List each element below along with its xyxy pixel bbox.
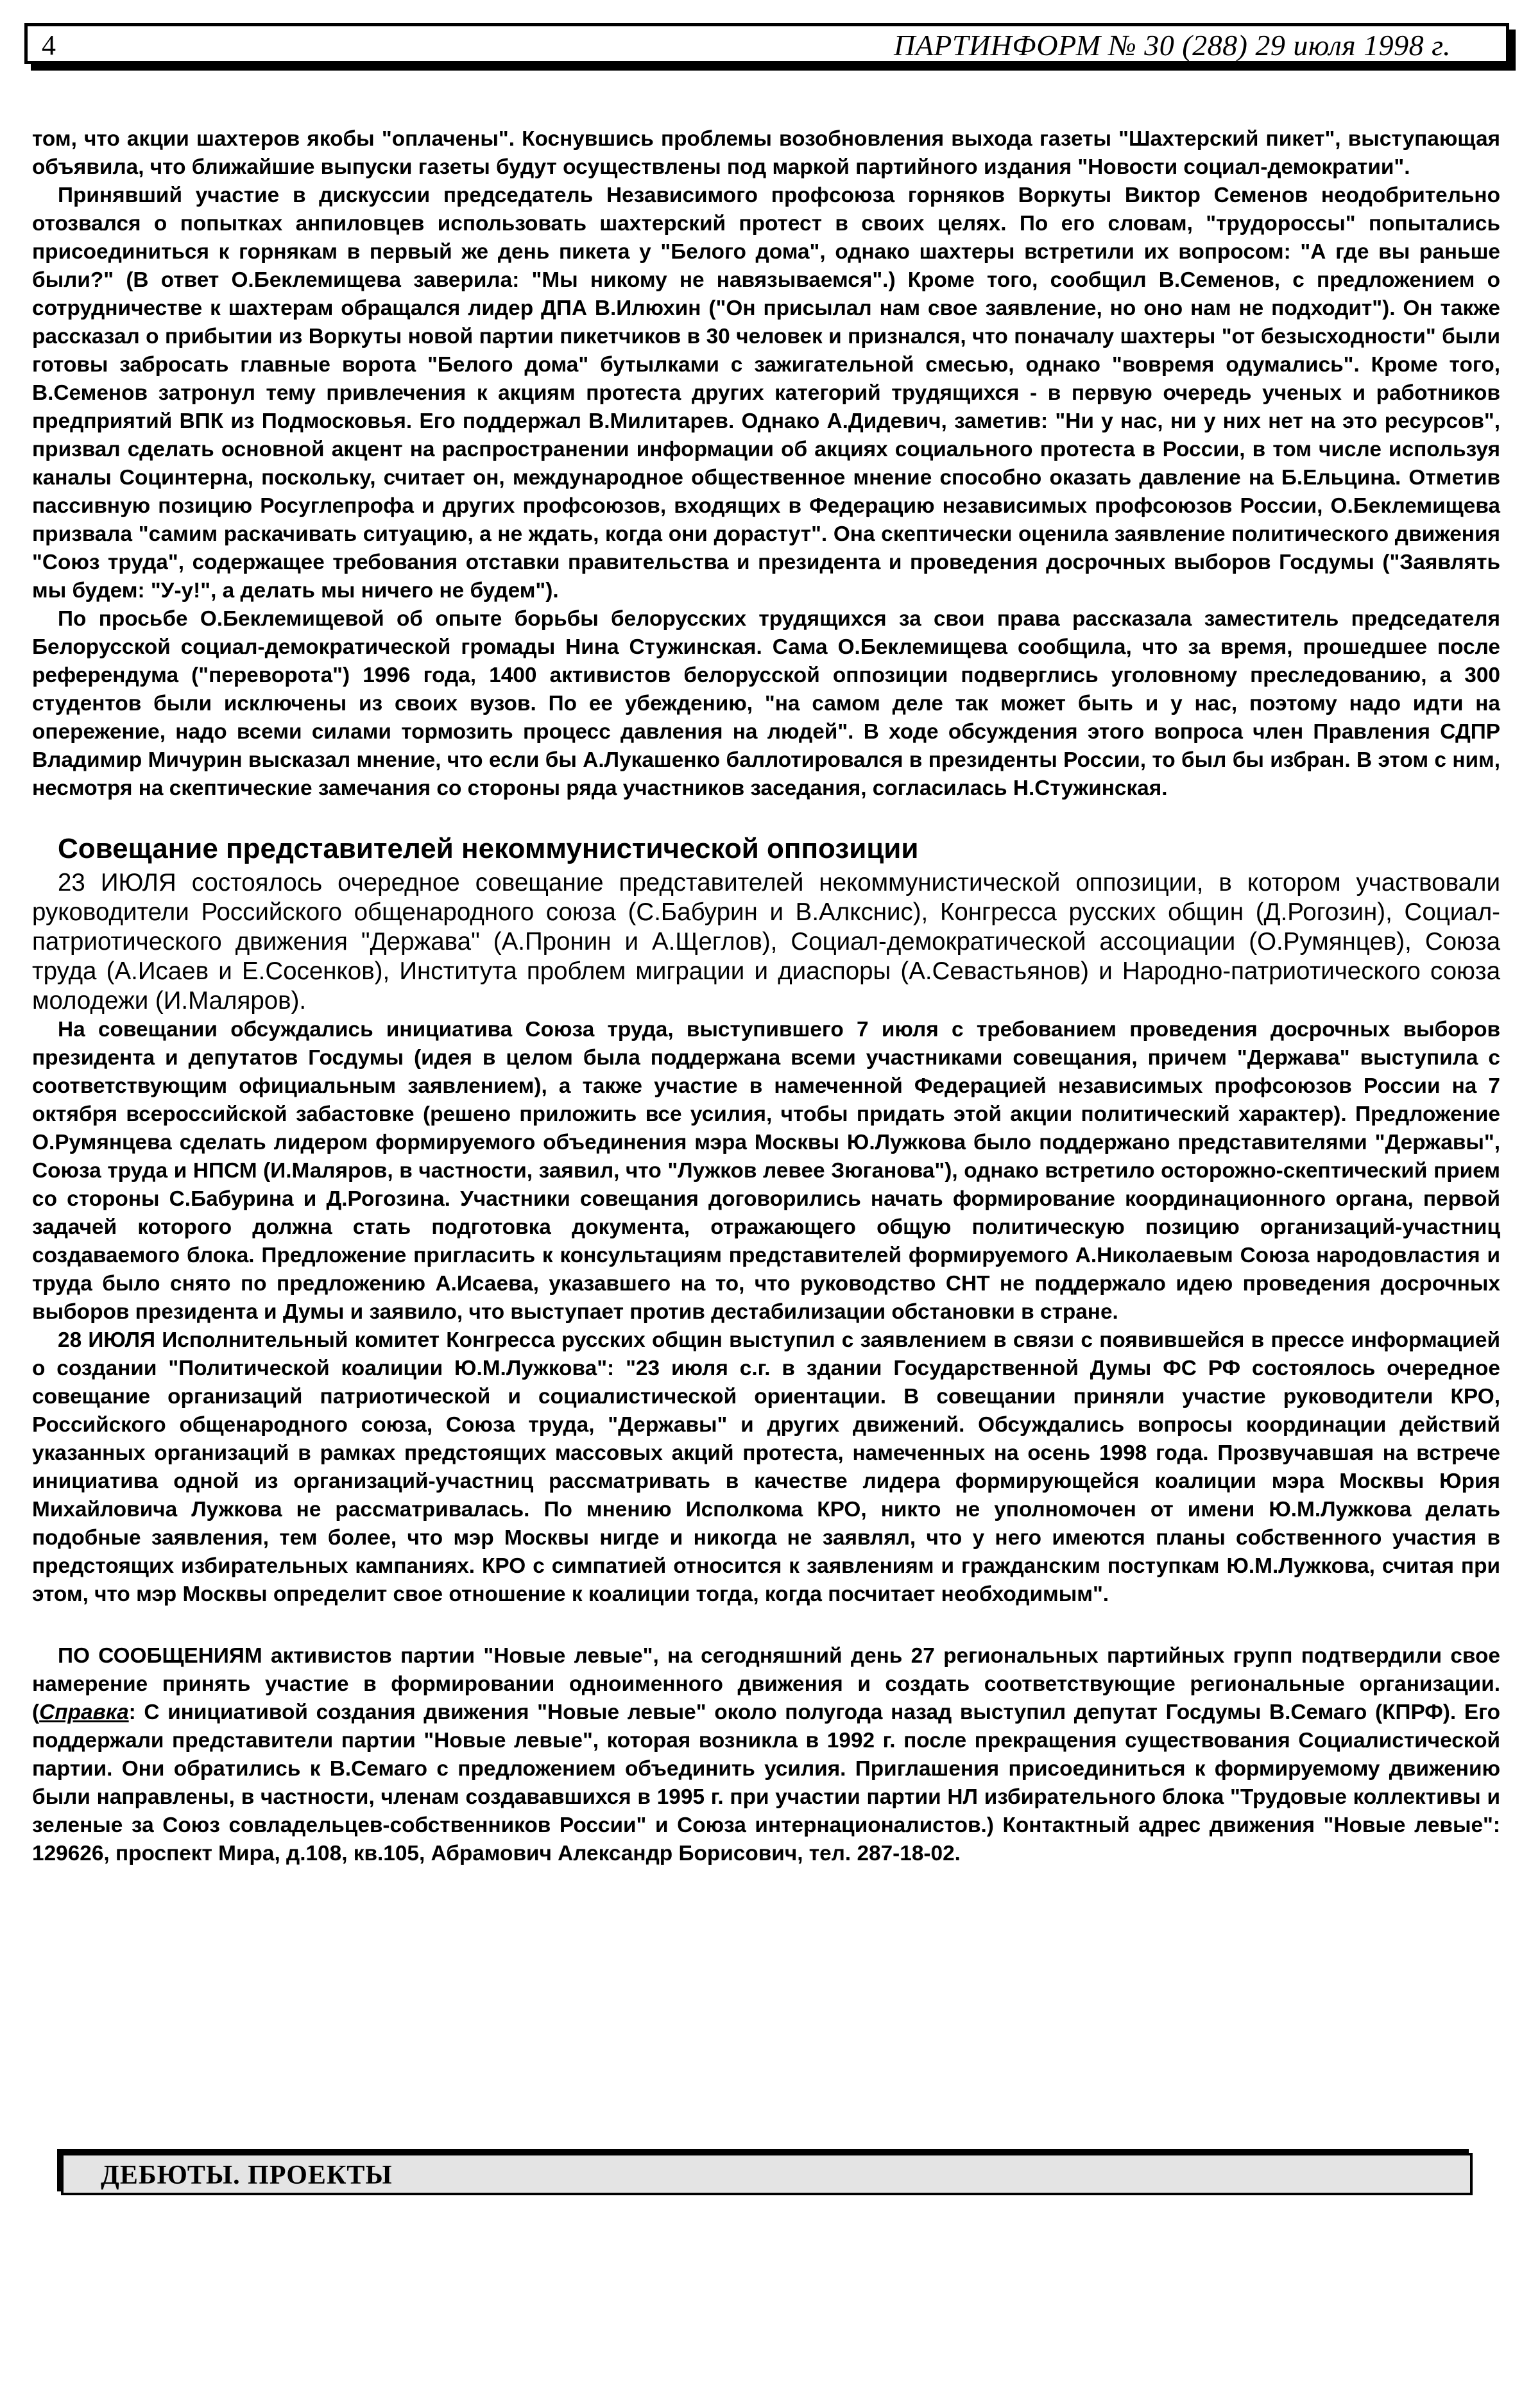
article3-text-after: : С инициативой создания движения "Новые левые" около полугода назад выступил депутат Госдумы В.Семаго (КПРФ). Его поддержали представители партии "Новые левые", которая возникла в 1992 г. после прекращения существования Социалистической партии. Они обратились к В.Семаго с предложением объединить усилия. Приглашения присоединиться к формируемому движению были направлены, в частности, членам создававшихся в 1995 г. при участии партии НЛ избирательного блока "Трудовые коллективы и зеленые за Союз совладельцев-собственников России" и Союза интернационалистов.) Контактный адрес движения "Новые левые": 129626, проспект Мира, д.108, кв.105, Абрамович Александр Борисович, тел. 287-18-02. [32,1701,1500,1865]
article2-heading: Совещание представителей некоммунистической оппозиции [58,833,919,864]
article2-paragraph-2: На совещании обсуждались инициатива Союза труда, выступившего 7 июля с требованием проведения досрочных выборов президента и депутатов Госдумы (идея в целом была поддержана всеми участниками совещания, причем "Держава" выступила с соответствующим официальным заявлением), а также участие в намеченной Федерацией независимых профсоюзов России на 7 октября всероссийской забастовке (решено приложить все усилия, чтобы придать этой акции политический характер). Предложение О.Румянцева сделать лидером формируемого объединения мэра Москвы Ю.Лужкова было поддержано представителями "Державы", Союза труда и НПСМ (И.Маляров, в частности, заявил, что "Лужков левее Зюганова"), однако встретило осторожно-скептический прием со стороны С.Бабурина и Д.Рогозина. Участники совещания договорились начать формирование координационного органа, первой задачей которого должна стать подготовка документа, отражающего общую политическую позицию организаций-участниц создаваемого блока. Предложение пригласить к консультациям представителей формируемого А.Николаевым Союза народовластия и труда было снято по предложению А.Исаева, указавшего на то, что руководство СНТ не поддержало идею проведения досрочных выборов президента и Думы и заявило, что выступает против дестабилизации обстановки в стране. [32,1018,1500,1324]
article1-paragraph-2: Принявший участие в дискуссии председатель Независимого профсоюза горняков Воркуты Виктор Семенов неодобрительно отозвался о попытках анпиловцев использовать шахтерский протест в своих целях. По его словам, "трудороссы" попытались присоединиться к горнякам в первый же день пикета у "Белого дома", однако шахтеры встретили их вопросом: "А где вы раньше были?" (В ответ О.Беклемищева заверила: "Мы никому не навязываемся".) Кроме того, сообщил В.Семенов, с предложением о сотрудничестве к шахтерам обращался лидер ДПА В.Илюхин ("Он присылал нам свое заявление, но оно нам не подходит"). Он также рассказал о прибытии из Воркуты новой партии пикетчиков в 30 человек и признался, что поначалу шахтеры "от безысходности" были готовы забросать главные ворота "Белого дома" бутылками с зажигательной смесью, однако "вовремя одумались". Кроме того, В.Семенов затронул тему привлечения к акциям протеста других категорий трудящихся - в первую очередь ученых и работников предприятий ВПК из Подмосковья. Его поддержал В.Милитарев. Однако А.Дидевич, заметив: "Ни у нас, ни у них нет на это ресурсов", призвал сделать основной акцент на распространении информации об акциях социального протеста в России, в том числе используя каналы Социнтерна, поскольку, считает он, международное общественное мнение способно оказать давление на Б.Ельцина. Отметив пассивную позицию Росуглепрофа и других профсоюзов, входящих в Федерацию независимых профсоюзов России, О.Беклемищева призвала "самим раскачивать ситуацию, а не ждать, когда они дорастут". Она скептически оценила заявление политического движения "Союз труда", содержащее требования отставки правительства и президента и проведения досрочных выборов Госдумы ("Заявлять мы будем: "У-у!", а делать мы ничего не будем"). [32,184,1500,603]
reference-label: Справка [39,1701,129,1724]
spacer [32,1609,1500,1642]
article2-paragraph-3: 28 ИЮЛЯ Исполнительный комитет Конгресса русских общин выступил с заявлением в связи с появившейся в прессе информацией о создании "Политической коалиции Ю.М.Лужкова": "23 июля с.г. в здании Государственной Думы ФС РФ состоялось очередное совещание организаций патриотической и социалистической ориентации. В совещании приняли участие руководители КРО, Российского общенародного союза, Союза труда, "Державы" и других движений. Обсуждались вопросы координации действий указанных организаций в рамках предстоящих массовых акций протеста, намеченных на осень 1998 года. Прозвучавшая на встрече инициатива одной из организаций-участниц рассматривать в качестве лидера формирующейся коалиции мэра Москвы Юрия Михайловича Лужкова не рассматривалась. По мнению Исполкома КРО, никто не уполномочен от имени Ю.М.Лужкова делать подобные заявления, тем более, что мэр Москвы нигде и никогда не заявлял, что у него имеются планы собственного участия в предстоящих избирательных кампаниях. КРО с симпатией относится к заявлениям и гражданским поступкам Ю.М.Лужкова, считая при этом, что мэр Москвы определит свое отношение к коалиции тогда, когда посчитает необходимым". [32,1328,1500,1606]
page-content [32,125,1500,1868]
publication-title: ПАРТИНФОРМ № 30 (288) 29 июля 1998 г. [893,29,1451,62]
section-banner-label: ДЕБЮТЫ. ПРОЕКТЫ [101,2161,393,2190]
section-banner [61,2153,1473,2195]
page-number: 4 [42,30,56,61]
article3-paragraph-1 [32,1642,1500,1868]
article2-paragraph-1: 23 ИЮЛЯ состоялось очередное совещание представителей некоммунистической оппозиции, в котором участвовали руководители Российского общенародного союза (С.Бабурин и В.Алкснис), Конгресса русских общин (Д.Рогозин), Социал-патриотического движения "Держава" (А.Пронин и А.Щеглов), Социал-демократической ассоциации (О.Румянцев), Союза труда (А.Исаев и Е.Сосенков), Института проблем миграции и диаспоры (А.Севастьянов) и Народно-патриотического союза молодежи (И.Маляров). [32,869,1500,1015]
page-header [24,23,1509,64]
article1-paragraph-3: По просьбе О.Беклемищевой об опыте борьбы белорусских трудящихся за свои права рассказала заместитель председателя Белорусской социал-демократической громады Нина Стужинская. Сама О.Беклемищева сообщила, что за время, прошедшее после референдума ("переворота") 1996 года, 1400 активистов белорусской оппозиции подверглись уголовному преследованию, а 300 студентов были исключены из своих вузов. По ее убеждению, "на самом деле так может быть и у нас, поэтому надо идти на опережение, надо всеми силами тормозить процесс давления на людей". В ходе обсуждения этого вопроса член Правления СДПР Владимир Мичурин высказал мнение, что если бы А.Лукашенко баллотировался в президенты России, то был бы избран. В этом с ним, несмотря на скептические замечания со стороны ряда участников заседания, согласилась Н.Стужинская. [32,607,1500,800]
article3-text-before: ПО СООБЩЕНИЯМ активистов партии "Новые левые", на сегодняшний день 27 региональных партийных групп подтвердили свое намерение принять участие в формировании одноименного движения и создать соответствующие региональные организации. ( [32,1644,1500,1724]
article1-paragraph-1: том, что акции шахтеров якобы "оплачены". Коснувшись проблемы возобновления выхода газеты "Шахтерский пикет", выступающая объявила, что ближайшие выпуски газеты будут осуществлены под маркой партийного издания "Новости социал-демократии". [32,127,1500,179]
